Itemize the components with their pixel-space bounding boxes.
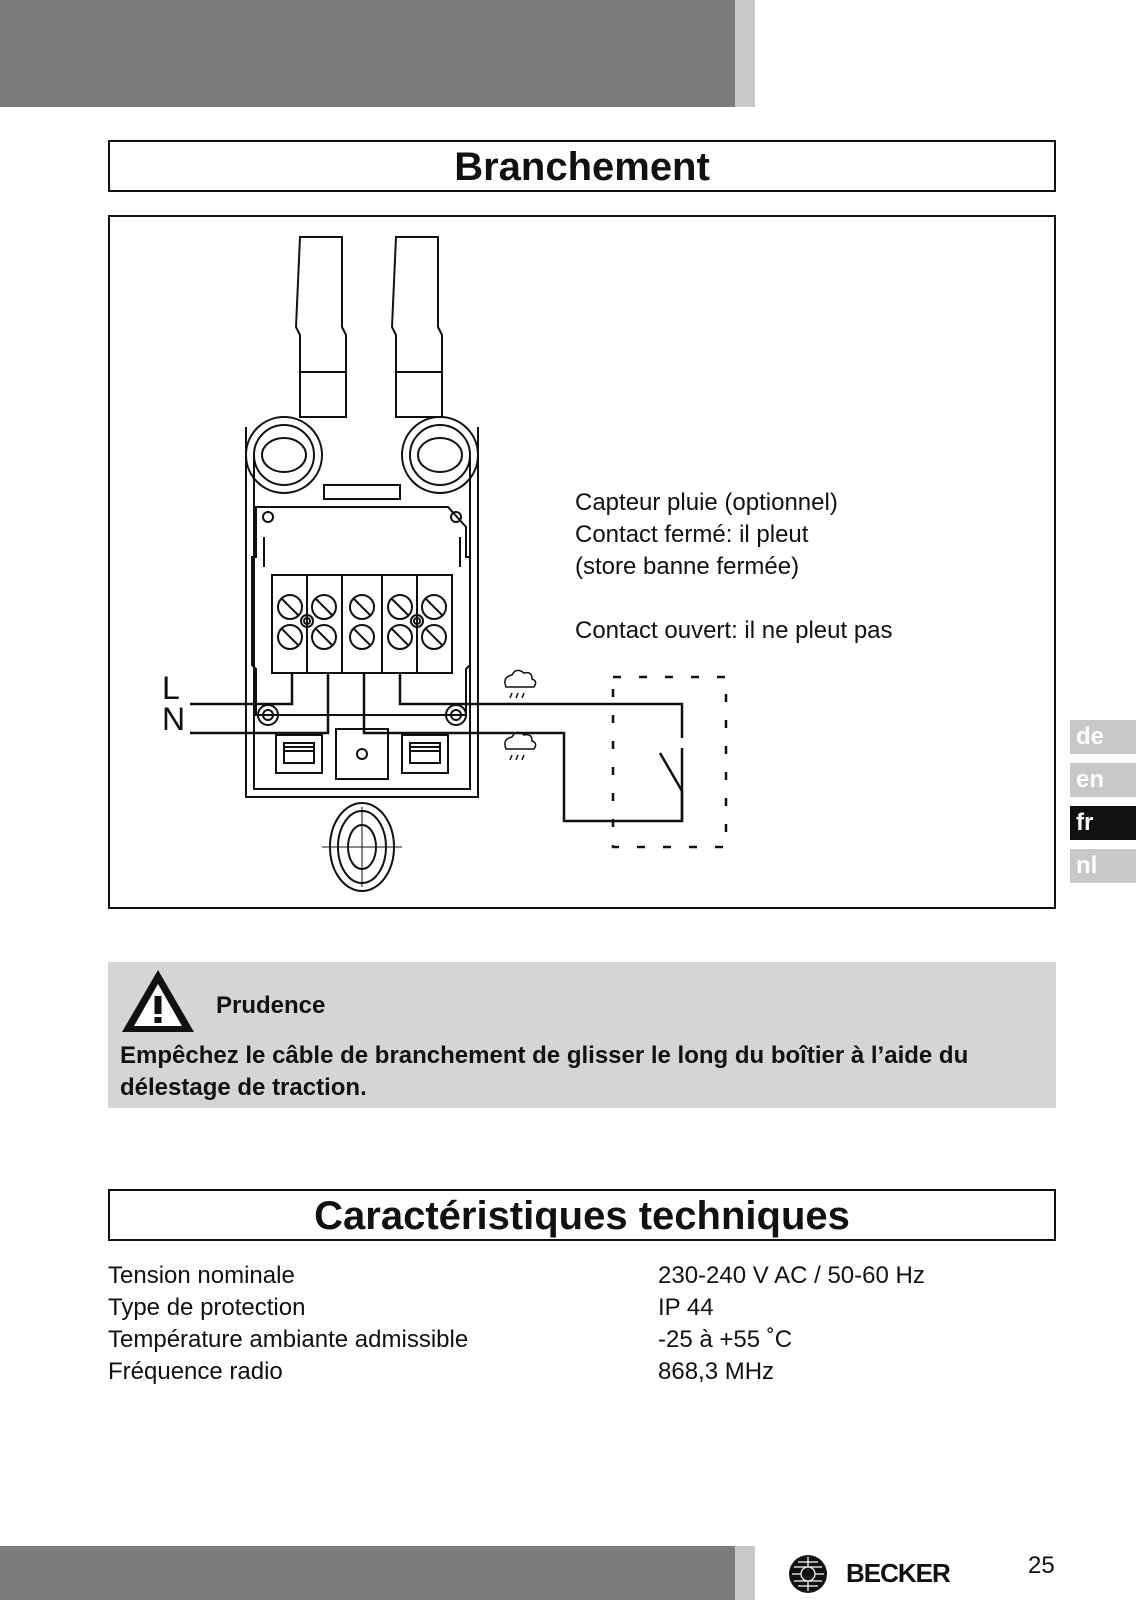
page-number: 25 <box>1028 1552 1055 1579</box>
spec-row <box>108 1356 1056 1388</box>
language-tab-de[interactable]: de <box>1070 720 1136 754</box>
spec-row <box>108 1260 1056 1292</box>
lead-label-n: N <box>162 701 186 737</box>
spec-label: Tension nominale <box>108 1262 295 1289</box>
spec-label: Type de protection <box>108 1294 306 1321</box>
lead-label-l: L <box>162 670 180 706</box>
rain-sensor-notes <box>575 487 893 647</box>
language-tab-fr[interactable]: fr <box>1070 806 1136 840</box>
rain-cloud-icon <box>505 670 536 760</box>
language-tabs <box>1070 720 1136 892</box>
caution-text: Empêchez le câble de branchement de glisser le long du boîtier à l’aide du délestage de traction. <box>120 1042 969 1101</box>
contact-open-note: Contact ouvert: il ne pleut pas <box>575 617 893 644</box>
spec-value: IP 44 <box>658 1294 714 1321</box>
language-tab-nl[interactable]: nl <box>1070 849 1136 883</box>
caution-title: Prudence <box>216 992 326 1019</box>
bottom-band <box>0 1546 735 1600</box>
top-band-edge <box>735 0 755 107</box>
top-band <box>0 0 735 107</box>
warning-triangle-icon <box>118 966 198 1038</box>
spec-value: 868,3 MHz <box>658 1358 775 1385</box>
specs-table <box>108 1260 1056 1388</box>
spec-label: Fréquence radio <box>108 1358 283 1385</box>
section-title-branchement: Branchement <box>108 140 1056 192</box>
spec-label: Température ambiante admissible <box>108 1326 469 1353</box>
wiring-diagram <box>108 215 1056 909</box>
spec-row <box>108 1324 1056 1356</box>
awning-closed-note: (store banne fermée) <box>575 553 800 580</box>
section-title-caracteristiques: Caractéristiques techniques <box>108 1189 1056 1241</box>
spec-row <box>108 1292 1056 1324</box>
spec-value: -25 à +55 ˚C <box>658 1326 793 1353</box>
language-tab-en[interactable]: en <box>1070 763 1136 797</box>
spec-value: 230-240 V AC / 50-60 Hz <box>658 1262 925 1289</box>
contact-closed-note: Contact fermé: il pleut <box>575 521 809 548</box>
brand-name: BECKER <box>846 1558 950 1588</box>
becker-logo-icon <box>788 1554 828 1594</box>
rain-sensor-note: Capteur pluie (optionnel) <box>575 489 838 516</box>
caution-box <box>108 962 1056 1108</box>
bottom-band-edge <box>735 1546 755 1600</box>
